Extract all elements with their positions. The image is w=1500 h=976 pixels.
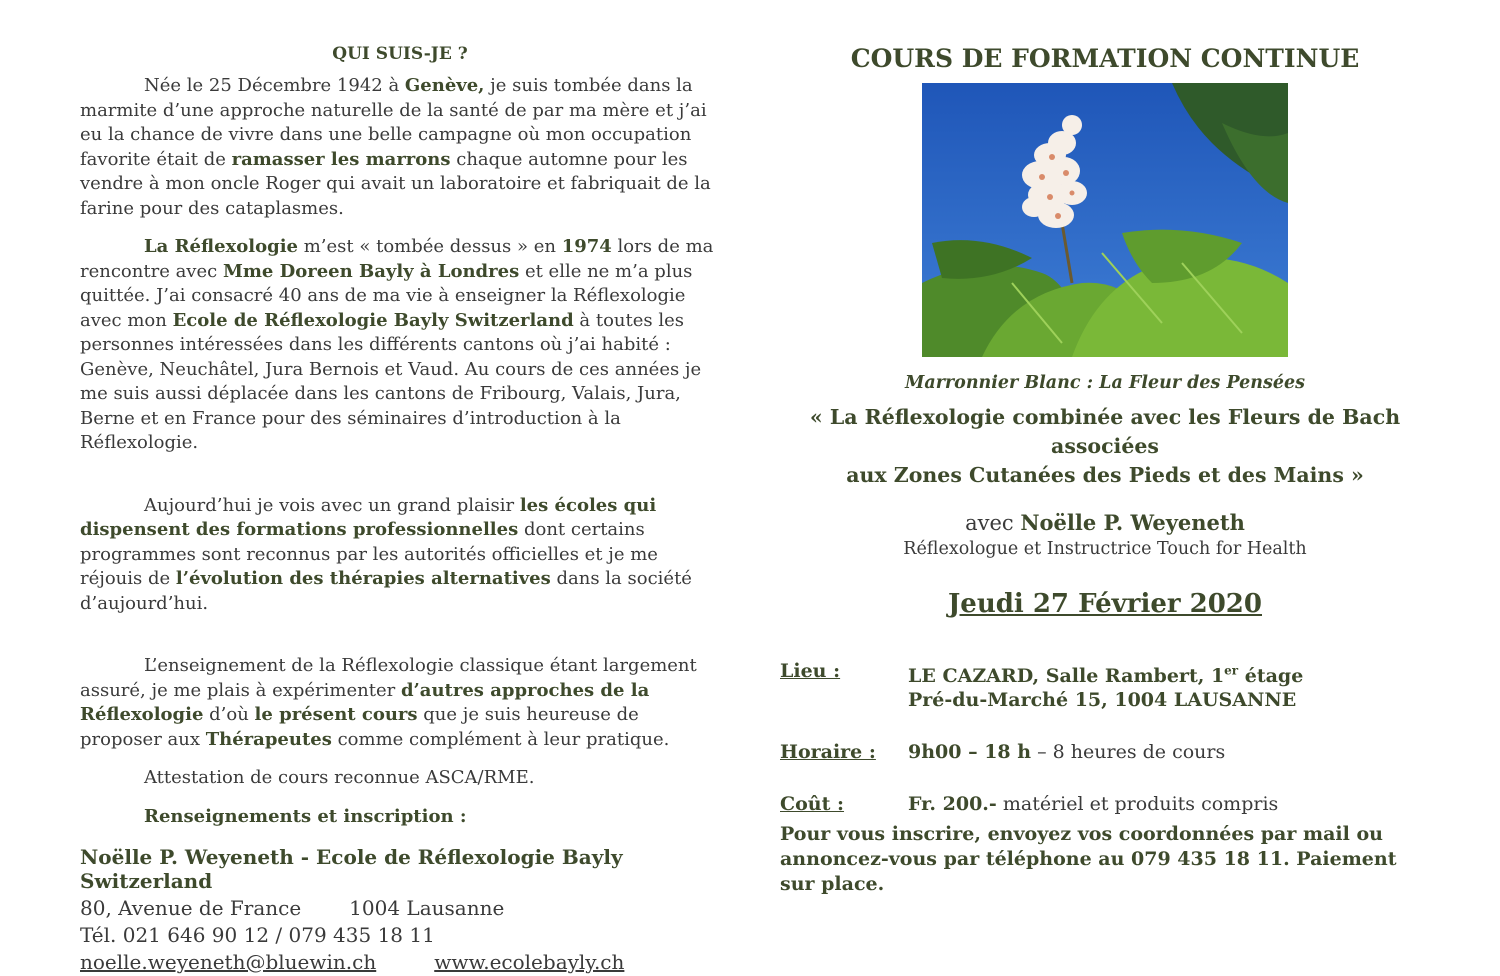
inscription-note: Pour vous inscrire, envoyez vos coordonnées par mail ou annoncez-vous par téléphone au 079 435 18 11. Paiement sur place. xyxy=(780,823,1397,896)
right-column xyxy=(780,44,1430,897)
section-title: QUI SUIS-JE ? xyxy=(332,44,468,64)
paragraph-schools: Aujourd’hui je vois avec un grand plaisir les écoles qui dispensent des formations professionnelles dont certains programmes sont reconnus par les autorités officielles et je me réjouis de l’évolution des thérapies alternatives dans la société d’aujourd’hui. xyxy=(80,494,692,614)
attestation: Attestation de cours reconnue ASCA/RME. xyxy=(144,767,535,788)
left-column xyxy=(80,44,720,976)
website-link[interactable]: www.ecolebayly.ch xyxy=(434,950,625,974)
instructor-role: Réflexologue et Instructrice Touch for Health xyxy=(903,539,1307,559)
paragraph-birth: Née le 25 Décembre 1942 à Genève, je suis tombée dans la marmite d’une approche naturelle de la santé de par ma mère et j’ai eu la chance de vivre dans une belle campagne où mon occupation favorite était de ramasser les marrons chaque automne pour les vendre à mon oncle Roger qui avait un laboratoire et fabriquait de la farine pour des cataplasmes. xyxy=(80,75,711,219)
contact-city: 1004 Lausanne xyxy=(349,896,505,920)
instructor-name: Noëlle P. Weyeneth xyxy=(1020,510,1245,535)
instructor-line: avec Noëlle P. Weyeneth xyxy=(965,510,1245,535)
contact-links xyxy=(80,949,720,976)
contact-street: 80, Avenue de France xyxy=(80,896,302,920)
horaire-row: Horaire : 9h00 – 18 h – 8 heures de cours xyxy=(780,741,1226,764)
photo-caption: Marronnier Blanc : La Fleur des Pensées xyxy=(905,373,1305,393)
email-link[interactable]: noelle.weyeneth@bluewin.ch xyxy=(80,950,377,974)
contact-address xyxy=(80,895,720,922)
lieu-row: Lieu : LE CAZARD, Salle Rambert, 1er étage Pré-du-Marché 15, 1004 LAUSANNE xyxy=(780,660,1304,712)
course-date: Jeudi 27 Février 2020 xyxy=(947,589,1262,619)
info-heading: Renseignements et inscription : xyxy=(144,805,467,827)
chestnut-flower-photo xyxy=(922,83,1288,357)
contact-phone: Tél. 021 646 90 12 / 079 435 18 11 xyxy=(80,923,435,947)
paragraph-teaching: L’enseignement de la Réflexologie classique étant largement assuré, je me plais à expérimenter d’autres approches de la Réflexologie d’où le présent cours que je suis heureuse de proposer aux Thérapeutes comme complément à leur pratique. xyxy=(80,655,697,750)
contact-name: Noëlle P. Weyeneth - Ecole de Réflexologie Bayly Switzerland xyxy=(80,845,623,893)
course-subtitle: « La Réflexologie combinée avec les Fleurs de Bach associées aux Zones Cutanées des Pieds et des Mains » xyxy=(809,405,1401,487)
course-title: COURS DE FORMATION CONTINUE xyxy=(850,44,1360,73)
cout-row: Coût : Fr. 200.- matériel et produits compris xyxy=(780,793,1279,816)
paragraph-reflexology: La Réflexologie m’est « tombée dessus » en 1974 lors de ma rencontre avec Mme Doreen Bayly à Londres et elle ne m’a plus quittée. J’ai consacré 40 ans de ma vie à enseigner la Réflexologie avec mon Ecole de Réflexologie Bayly Switzerland à toutes les personnes intéressées dans les différents cantons où j’ai habité : Genève, Neuchâtel, Jura Bernois et Vaud. Au cours de ces années je me suis aussi déplacée dans les cantons de Fribourg, Valais, Jura, Berne et en France pour des séminaires d’introduction à la Réflexologie. xyxy=(80,236,714,453)
